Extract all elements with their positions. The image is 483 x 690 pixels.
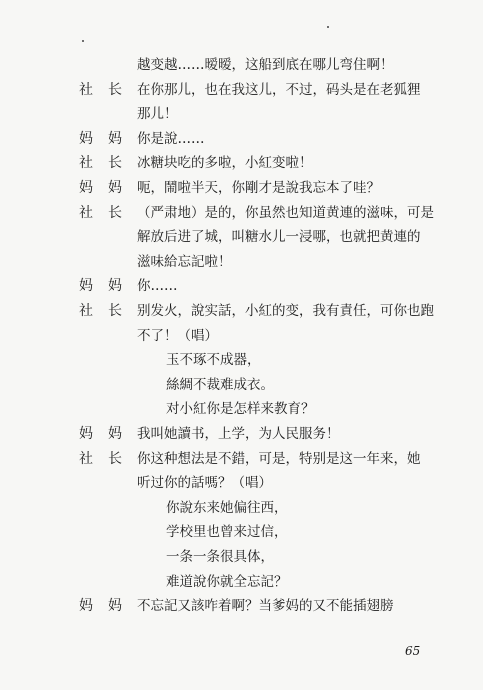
dialogue-text: 在你那儿，也在我这儿，不过，码头是在老狐狸 — [137, 81, 421, 98]
dialogue-line — [0, 471, 483, 495]
dialogue-text: 不了！（唱） — [137, 327, 218, 344]
dialogue-line — [0, 102, 483, 126]
dialogue-line — [0, 594, 483, 618]
speaker-label: 社长 — [79, 155, 137, 172]
dialogue-line — [0, 447, 483, 471]
dialogue-line — [0, 225, 483, 249]
speaker-label: 社长 — [79, 303, 137, 319]
speck-mark — [82, 40, 84, 42]
dialogue-text: 越变越……暧暧，这船到底在哪儿弯住啊！ — [137, 57, 394, 73]
dialogue-text: 那儿！ — [137, 106, 178, 123]
speck-mark — [327, 26, 329, 28]
dialogue-text: 听过你的話嗎？（唱） — [137, 475, 272, 492]
speaker-label: 妈妈 — [79, 278, 137, 295]
dialogue-line — [0, 397, 483, 421]
dialogue-line — [0, 53, 483, 77]
dialogue-line — [0, 127, 483, 151]
dialogue-text: 我叫她讀书，上学，为人民服务！ — [137, 426, 340, 442]
dialogue-line — [0, 348, 483, 372]
dialogue-line — [0, 151, 483, 175]
speaker-label: 妈妈 — [79, 426, 137, 442]
dialogue-line — [0, 274, 483, 298]
dialogue-line — [0, 176, 483, 200]
dialogue-line — [0, 324, 483, 348]
dialogue-text: （严肃地）是的，你虽然也知道黄連的滋味，可是 — [137, 204, 434, 221]
page-number: 65 — [405, 644, 421, 658]
dialogue-text: 解放后进了城，叫糖水儿一浸哪，也就把黄連的 — [137, 229, 421, 246]
verse-text: 难道說你就全忘記？ — [166, 573, 288, 590]
dialogue-text: 呃，鬧啦半天，你剛才是說我忘本了哇？ — [137, 180, 380, 196]
speaker-label: 妈妈 — [79, 598, 137, 615]
verse-text: 对小紅你是怎样来教育？ — [166, 401, 315, 418]
dialogue-line — [0, 496, 483, 520]
dialogue-text: 滋味給忘記啦！ — [137, 253, 232, 270]
dialogue-line — [0, 570, 483, 594]
speaker-label: 妈妈 — [79, 130, 137, 147]
verse-text: 一条一条很具体， — [166, 549, 274, 565]
dialogue-text: 你这种想法是不錯，可是，特别是这一年来，她 — [137, 450, 421, 467]
dialogue-text: 冰糖块吃的多啦，小紅变啦！ — [137, 155, 313, 172]
dialogue-text: 你是說…… — [137, 130, 205, 147]
dialogue-line — [0, 201, 483, 225]
dialogue-line — [0, 520, 483, 544]
dialogue-line — [0, 545, 483, 569]
dialogue-line — [0, 250, 483, 274]
verse-text: 学校里也曾来过信， — [166, 524, 288, 541]
speaker-label: 社长 — [79, 450, 137, 467]
speaker-label: 社长 — [79, 204, 137, 221]
verse-text: 絲綢不裁难成衣。 — [166, 376, 274, 393]
dialogue-line — [0, 422, 483, 446]
dialogue-line — [0, 373, 483, 397]
dialogue-text: 别发火，說实話，小紅的变，我有責任，可你也跑 — [137, 303, 434, 319]
verse-text: 你說东来她偏往西， — [166, 499, 288, 516]
dialogue-line — [0, 78, 483, 102]
dialogue-text: 你…… — [137, 278, 178, 295]
speaker-label: 妈妈 — [79, 180, 137, 196]
verse-text: 玉不琢不成器， — [166, 352, 261, 369]
dialogue-line — [0, 299, 483, 323]
dialogue-text: 不忘記又該咋着啊？当爹妈的又不能插翅膀 — [137, 598, 394, 615]
speaker-label: 社长 — [79, 81, 137, 98]
